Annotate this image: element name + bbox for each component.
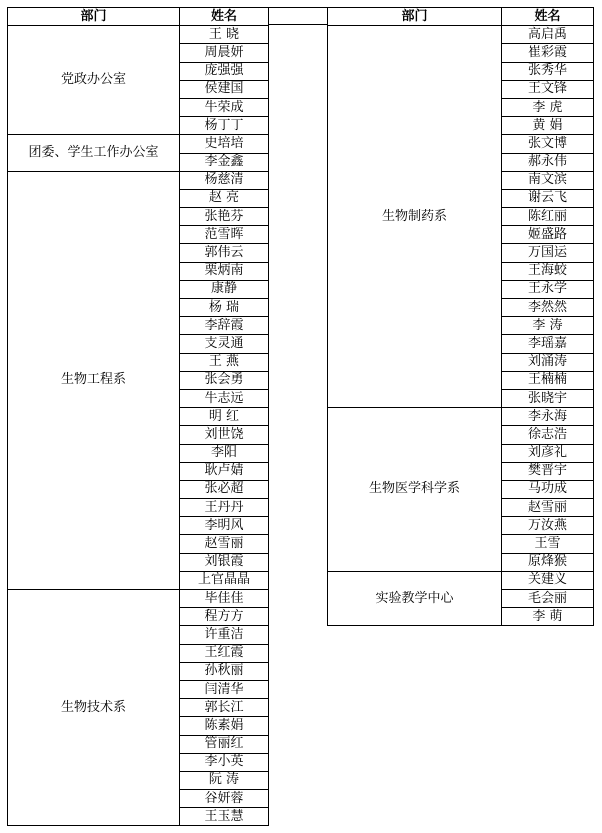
name-cell: 万汝燕 (502, 517, 594, 535)
name-cell: 王永学 (502, 280, 594, 298)
name-cell: 马功成 (502, 480, 594, 498)
department-cell: 团委、学生工作办公室 (8, 135, 180, 171)
name-cell: 南文滨 (502, 171, 594, 189)
name-cell: 王玉慧 (180, 808, 269, 826)
name-cell: 康静 (180, 280, 269, 298)
name-cell: 牛荣成 (180, 98, 269, 116)
name-cell: 李金鑫 (180, 153, 269, 171)
name-cell: 上官晶晶 (180, 571, 269, 589)
department-cell: 生物制药系 (328, 26, 502, 408)
name-cell: 张会勇 (180, 371, 269, 389)
name-cell: 王 晓 (180, 26, 269, 44)
name-cell: 李明风 (180, 517, 269, 535)
department-cell: 生物医学科学系 (328, 408, 502, 572)
name-cell: 陈红丽 (502, 208, 594, 226)
name-cell: 杨慈清 (180, 171, 269, 189)
name-cell: 姬盛路 (502, 226, 594, 244)
table-row (328, 408, 594, 426)
name-cell: 郝永伟 (502, 153, 594, 171)
name-cell: 黄 娟 (502, 117, 594, 135)
department-header: 部门 (8, 8, 180, 26)
name-cell: 谢云飞 (502, 189, 594, 207)
table-row (8, 135, 269, 153)
name-cell: 李瑶嘉 (502, 335, 594, 353)
name-cell: 许重洁 (180, 626, 269, 644)
department-cell: 生物技术系 (8, 590, 180, 826)
name-cell: 王 燕 (180, 353, 269, 371)
name-cell: 郭长江 (180, 699, 269, 717)
name-cell: 孙秋丽 (180, 662, 269, 680)
name-cell: 谷妍蓉 (180, 790, 269, 808)
name-cell: 赵雪丽 (502, 499, 594, 517)
right-roster-table (327, 7, 594, 626)
name-cell: 毛会丽 (502, 590, 594, 608)
name-cell: 张晓宇 (502, 389, 594, 407)
name-cell: 张文博 (502, 135, 594, 153)
name-cell: 耿卢婧 (180, 462, 269, 480)
department-header: 部门 (328, 8, 502, 26)
name-cell: 刘涌涛 (502, 353, 594, 371)
name-cell: 闫清华 (180, 680, 269, 698)
name-cell: 张秀华 (502, 62, 594, 80)
name-cell: 王雪 (502, 535, 594, 553)
name-cell: 杨丁丁 (180, 117, 269, 135)
name-cell: 张必超 (180, 480, 269, 498)
name-cell: 高启禹 (502, 26, 594, 44)
name-cell: 李小英 (180, 753, 269, 771)
name-cell: 王楠楠 (502, 371, 594, 389)
name-cell: 侯建国 (180, 80, 269, 98)
name-cell: 栗炳南 (180, 262, 269, 280)
header-spacer (268, 7, 327, 25)
name-cell: 关建义 (502, 571, 594, 589)
name-cell: 毕佳佳 (180, 590, 269, 608)
name-cell: 支灵通 (180, 335, 269, 353)
header-row (8, 8, 269, 26)
name-cell: 李 萌 (502, 608, 594, 626)
name-cell: 李然然 (502, 299, 594, 317)
name-cell: 李 虎 (502, 98, 594, 116)
name-cell: 程方方 (180, 608, 269, 626)
name-cell: 郭伟云 (180, 244, 269, 262)
name-cell: 崔彩霞 (502, 44, 594, 62)
left-roster-table (7, 7, 269, 826)
table-row (8, 26, 269, 44)
name-cell: 李永海 (502, 408, 594, 426)
table-row (8, 171, 269, 189)
header-row (328, 8, 594, 26)
department-cell: 党政办公室 (8, 26, 180, 135)
name-cell: 张艳芬 (180, 208, 269, 226)
name-cell: 范雪晖 (180, 226, 269, 244)
name-cell: 明 红 (180, 408, 269, 426)
name-header: 姓名 (180, 8, 269, 26)
name-cell: 史培培 (180, 135, 269, 153)
name-cell: 管丽红 (180, 735, 269, 753)
name-header: 姓名 (502, 8, 594, 26)
name-cell: 徐志浩 (502, 426, 594, 444)
name-cell: 李 涛 (502, 317, 594, 335)
name-cell: 周晨妍 (180, 44, 269, 62)
name-cell: 王丹丹 (180, 499, 269, 517)
department-cell: 实验教学中心 (328, 571, 502, 626)
name-cell: 李阳 (180, 444, 269, 462)
name-cell: 牛志远 (180, 389, 269, 407)
name-cell: 刘世饶 (180, 426, 269, 444)
name-cell: 樊晋宇 (502, 462, 594, 480)
name-cell: 杨 瑞 (180, 299, 269, 317)
table-row (328, 26, 594, 44)
table-row (8, 590, 269, 608)
name-cell: 李辞霞 (180, 317, 269, 335)
name-cell: 王海蛟 (502, 262, 594, 280)
name-cell: 庞强强 (180, 62, 269, 80)
table-row (328, 571, 594, 589)
name-cell: 阮 涛 (180, 771, 269, 789)
name-cell: 王红霞 (180, 644, 269, 662)
name-cell: 万国运 (502, 244, 594, 262)
department-cell: 生物工程系 (8, 171, 180, 589)
name-cell: 刘银霞 (180, 553, 269, 571)
name-cell: 陈素娟 (180, 717, 269, 735)
name-cell: 原烽猴 (502, 553, 594, 571)
name-cell: 王文锋 (502, 80, 594, 98)
name-cell: 刘彦礼 (502, 444, 594, 462)
name-cell: 赵雪丽 (180, 535, 269, 553)
name-cell: 赵 亮 (180, 189, 269, 207)
